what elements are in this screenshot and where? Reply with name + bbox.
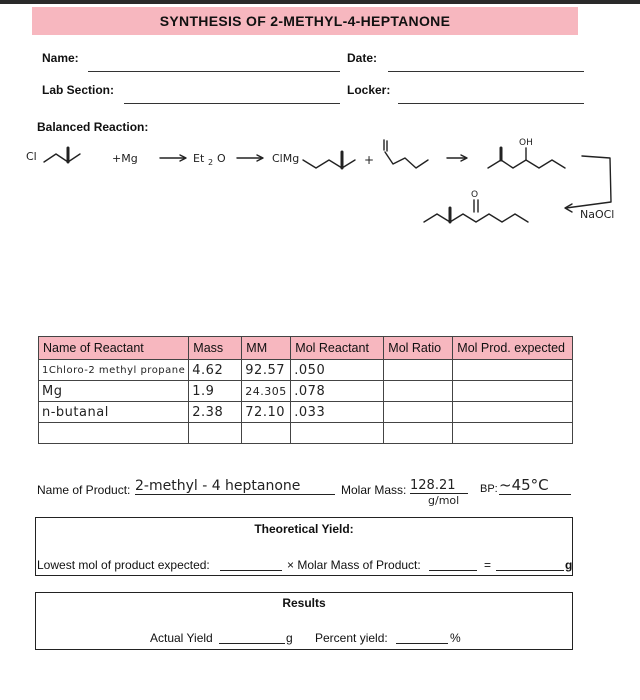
- cell-mm[interactable]: 24.305: [242, 381, 291, 402]
- cell-mm[interactable]: [242, 423, 291, 444]
- results-box: [35, 592, 573, 650]
- molar-mass-label: Molar Mass:: [341, 483, 407, 497]
- table-header-row: [39, 337, 573, 360]
- locker-label: Locker:: [347, 83, 391, 97]
- cell-mass[interactable]: 1.9: [189, 381, 242, 402]
- cell-reactant-name[interactable]: [39, 423, 189, 444]
- lab-section-label: Lab Section:: [42, 83, 115, 97]
- actual-yield-field[interactable]: [219, 631, 285, 644]
- name-label: Name:: [42, 51, 79, 65]
- cell-mass[interactable]: 4.62: [189, 360, 242, 381]
- cell-reactant-name[interactable]: n-butanal: [39, 402, 189, 423]
- o-solvent-label: O: [217, 152, 226, 165]
- reaction-scheme: [0, 130, 640, 240]
- plus-sign: +: [364, 153, 375, 167]
- theoretical-unit: g: [565, 558, 573, 572]
- cell-mol-prod[interactable]: [453, 402, 573, 423]
- col-header-name: Name of Reactant: [39, 337, 189, 360]
- oh-label: OH: [519, 138, 533, 148]
- bp-value[interactable]: ~45°C: [499, 476, 571, 495]
- molar-mass-value[interactable]: 128.21: [410, 478, 468, 494]
- cell-mol-prod[interactable]: [453, 423, 573, 444]
- table-row: [39, 360, 573, 381]
- mg-label: +Mg: [112, 152, 138, 165]
- cell-mol-reactant[interactable]: .033: [291, 402, 384, 423]
- percent-unit: %: [450, 631, 461, 645]
- col-header-mol-reactant: Mol Reactant: [291, 337, 384, 360]
- cell-mol-reactant[interactable]: [291, 423, 384, 444]
- cl-label: Cl: [26, 150, 37, 163]
- table-row: [39, 402, 573, 423]
- col-header-mol-prod: Mol Prod. expected: [453, 337, 573, 360]
- o-label: O: [471, 190, 479, 200]
- molar-mass-product-field[interactable]: [429, 558, 477, 571]
- cell-mol-reactant[interactable]: .078: [291, 381, 384, 402]
- col-header-mm: MM: [242, 337, 291, 360]
- reactant-table: [38, 336, 573, 444]
- bp-label: BP:: [480, 483, 498, 495]
- col-header-mass: Mass: [189, 337, 242, 360]
- theoretical-yield-title: Theoretical Yield:: [254, 522, 354, 536]
- actual-yield-label: Actual Yield: [150, 631, 213, 645]
- cell-reactant-name[interactable]: 1Chloro-2 methyl propane: [39, 360, 189, 381]
- clmg-label: ClMg: [272, 152, 300, 165]
- lowest-mol-field[interactable]: [220, 558, 282, 571]
- percent-yield-label: Percent yield:: [315, 631, 388, 645]
- naocl-label: NaOCl: [580, 208, 615, 221]
- cell-mol-ratio[interactable]: [384, 402, 453, 423]
- table-row: [39, 423, 573, 444]
- date-field[interactable]: [388, 71, 584, 72]
- times-molar-mass-label: × Molar Mass of Product:: [287, 558, 421, 572]
- cell-mol-prod[interactable]: [453, 360, 573, 381]
- cell-mol-ratio[interactable]: [384, 381, 453, 402]
- balanced-reaction-label: Balanced Reaction:: [37, 120, 149, 134]
- cell-reactant-name[interactable]: Mg: [39, 381, 189, 402]
- results-title: Results: [282, 596, 326, 610]
- cell-mm[interactable]: 72.10: [242, 402, 291, 423]
- lab-section-field[interactable]: [124, 103, 340, 104]
- page-title: SYNTHESIS OF 2-METHYL-4-HEPTANONE: [32, 7, 578, 35]
- top-border: [0, 0, 640, 4]
- cell-mass[interactable]: 2.38: [189, 402, 242, 423]
- cell-mass[interactable]: [189, 423, 242, 444]
- locker-field[interactable]: [398, 103, 584, 104]
- name-field[interactable]: [88, 71, 340, 72]
- actual-yield-unit: g: [286, 631, 293, 645]
- date-label: Date:: [347, 51, 378, 65]
- percent-yield-field[interactable]: [396, 631, 448, 644]
- cell-mm[interactable]: 92.57: [242, 360, 291, 381]
- product-name-label: Name of Product:: [37, 483, 131, 497]
- equals-sign: =: [484, 558, 492, 572]
- theoretical-yield-box: [35, 517, 573, 576]
- et-subscript: 2: [208, 158, 214, 167]
- product-name-value[interactable]: 2-methyl - 4 heptanone: [135, 478, 335, 495]
- table-row: [39, 381, 573, 402]
- cell-mol-prod[interactable]: [453, 381, 573, 402]
- et-label: Et: [193, 152, 205, 165]
- col-header-mol-ratio: Mol Ratio: [384, 337, 453, 360]
- lowest-mol-label: Lowest mol of product expected:: [37, 558, 210, 572]
- theoretical-yield-field[interactable]: [496, 558, 564, 571]
- cell-mol-ratio[interactable]: [384, 360, 453, 381]
- molar-mass-unit: g/mol: [428, 494, 460, 507]
- cell-mol-reactant[interactable]: .050: [291, 360, 384, 381]
- cell-mol-ratio[interactable]: [384, 423, 453, 444]
